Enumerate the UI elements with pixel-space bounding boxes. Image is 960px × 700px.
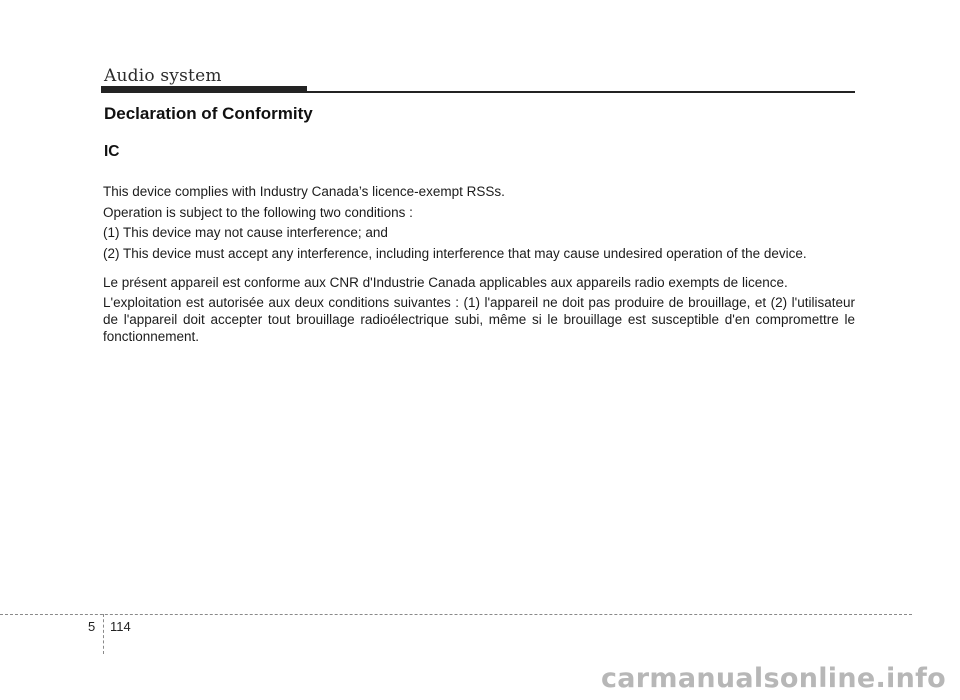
page-number: 114 [110,619,131,634]
page-title: Declaration of Conformity [104,104,313,123]
english-line-1: This device complies with Industry Canada’s licence-exempt RSSs. [103,184,505,199]
footer-divider [103,614,104,654]
footer-rule [0,614,912,615]
english-line-2: Operation is subject to the following two conditions : [103,204,413,220]
french-line-2: L'exploitation est autorisée aux deux conditions suivantes : (1) l'appareil ne doit pas produire de brouillage, et (2) l'utilisateur de l'appareil doit accepter tout brouillage radioélectrique subi, même si le brouillage est susceptible d'en compromettre le fonctionnement. [103,295,855,344]
watermark-text[interactable]: carmanualsonline.info [600,663,946,694]
header-rule-thin [101,91,855,93]
english-line-3: (1) This device may not cause interference; and [103,225,388,240]
section-header: Audio system [104,66,222,86]
chapter-number: 5 [88,619,96,634]
english-line-4: (2) This device must accept any interference, including interference that may cause undesired operation of the device. [103,245,807,261]
subsection-heading: IC [104,143,120,160]
body-text [103,183,855,349]
french-line-1: Le présent appareil est conforme aux CNR d'Industrie Canada applicables aux appareils radio exempts de licence. [103,274,788,290]
